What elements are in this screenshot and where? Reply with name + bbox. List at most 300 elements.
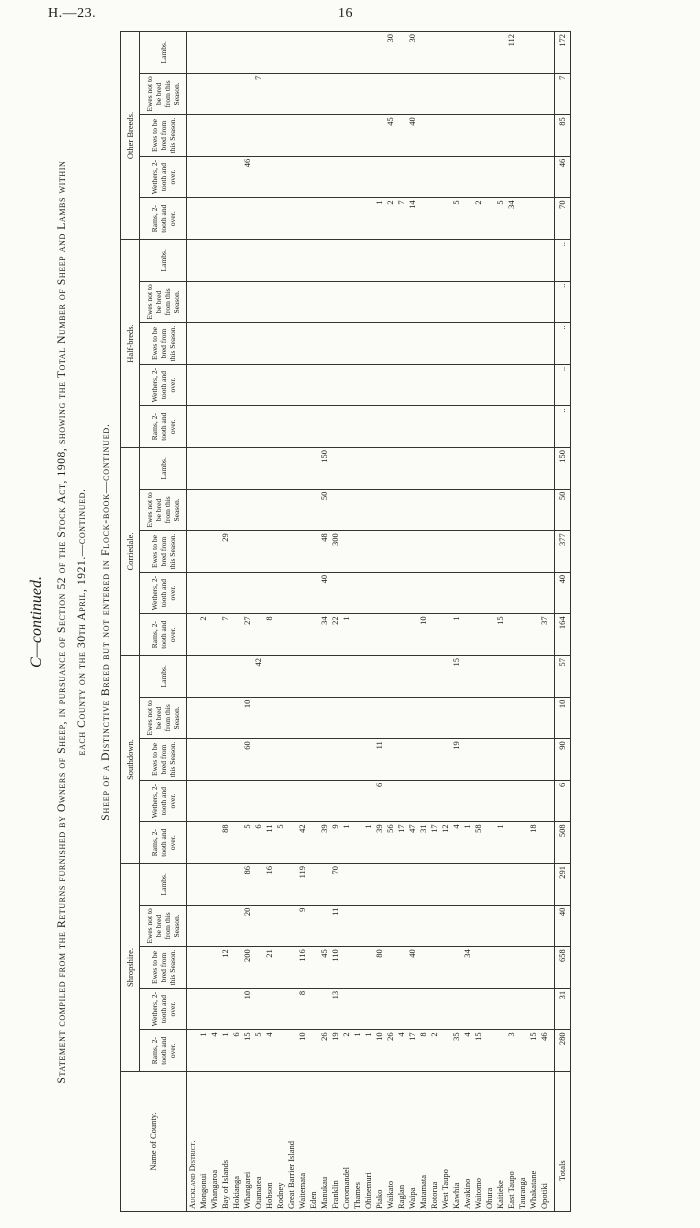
cell-value: 10 (297, 1030, 308, 1072)
cell-value (517, 822, 528, 864)
cell-value (451, 489, 462, 531)
cell-value (275, 1030, 286, 1072)
cell-value (220, 988, 231, 1030)
cell-value (319, 697, 330, 739)
cell-value (539, 905, 550, 947)
cell-value: 18 (528, 822, 539, 864)
cell-value (308, 531, 319, 573)
cell-value: 40 (407, 115, 418, 157)
cell-value (429, 239, 440, 281)
cell-value: 2 (341, 1030, 352, 1072)
cell-value (429, 115, 440, 157)
cell-value (220, 156, 231, 198)
cell-value (308, 1030, 319, 1072)
cell-value (275, 31, 286, 73)
cell-value (253, 947, 264, 989)
cell-value (539, 489, 550, 531)
cell-value (418, 115, 429, 157)
cell-value (341, 905, 352, 947)
cell-value: 4 (396, 1030, 407, 1072)
cell-value: 26 (319, 1030, 330, 1072)
cell-value (308, 988, 319, 1030)
cell-value: 40 (319, 572, 330, 614)
cell-value (330, 780, 341, 822)
cell-value (363, 239, 374, 281)
cell-value (506, 905, 517, 947)
cell-value (484, 822, 495, 864)
cell-value (451, 115, 462, 157)
cell-value: 3 (506, 1030, 517, 1072)
cell-value (451, 572, 462, 614)
cell-value (473, 988, 484, 1030)
cell-value (275, 656, 286, 698)
cell-value (429, 406, 440, 448)
cell-value (539, 656, 550, 698)
header-sub-1-0: Rams, 2-tooth and over. (140, 822, 187, 864)
cell-value (374, 448, 385, 490)
total-value: 658 (555, 947, 571, 989)
cell-value (352, 281, 363, 323)
table-row (319, 31, 330, 1211)
cell-value: 1 (352, 1030, 363, 1072)
cell-value (407, 656, 418, 698)
cell-value (286, 406, 297, 448)
cell-value (484, 281, 495, 323)
cell-value: 80 (374, 947, 385, 989)
cell-value (385, 448, 396, 490)
cell-value (429, 947, 440, 989)
cell-value: 29 (220, 531, 231, 573)
cell-value (396, 73, 407, 115)
cell-value (264, 323, 275, 365)
cell-value (473, 73, 484, 115)
cell-value (484, 697, 495, 739)
cell-value: 1 (341, 614, 352, 656)
cell-value (374, 489, 385, 531)
cell-value (418, 697, 429, 739)
cell-value: 15 (451, 656, 462, 698)
header-sub-0-3: Ewes not to be bred from this Season. (140, 905, 187, 947)
cell-value (264, 73, 275, 115)
header-group-4: Other Breeds. (121, 31, 140, 239)
cell-value (297, 780, 308, 822)
cell-value (275, 988, 286, 1030)
cell-value (451, 780, 462, 822)
cell-value (506, 115, 517, 157)
cell-value (319, 739, 330, 781)
cell-value (231, 281, 242, 323)
cell-value (341, 239, 352, 281)
total-value: 40 (555, 905, 571, 947)
cell-value (308, 115, 319, 157)
cell-value: 39 (319, 822, 330, 864)
header-sub-2-0: Rams, 2-tooth and over. (140, 614, 187, 656)
cell-value (352, 115, 363, 157)
cell-value (451, 988, 462, 1030)
cell-value (297, 364, 308, 406)
cell-value (308, 73, 319, 115)
cell-value (308, 697, 319, 739)
cell-value (473, 780, 484, 822)
cell-value: 2 (429, 1030, 440, 1072)
cell-value (209, 31, 220, 73)
county-name: Whakatane (528, 1072, 539, 1212)
cell-value: 40 (407, 947, 418, 989)
header-sub-0-0: Rams, 2-tooth and over. (140, 1030, 187, 1072)
cell-value (385, 780, 396, 822)
cell-value (231, 115, 242, 157)
header-sub-4-1: Wethers, 2-tooth and over. (140, 156, 187, 198)
cell-value (209, 656, 220, 698)
cell-value (209, 863, 220, 905)
cell-value (319, 115, 330, 157)
cell-value (198, 822, 209, 864)
cell-value (407, 281, 418, 323)
cell-value (209, 73, 220, 115)
cell-value (286, 656, 297, 698)
cell-value (374, 239, 385, 281)
cell-value (341, 572, 352, 614)
cell-value (363, 739, 374, 781)
county-name: Waitomo (473, 1072, 484, 1212)
cell-value (440, 239, 451, 281)
cell-value (539, 239, 550, 281)
cell-value (198, 988, 209, 1030)
table-row (407, 31, 418, 1211)
cell-value: 1 (220, 1030, 231, 1072)
cell-value (220, 73, 231, 115)
cell-value: 4 (462, 1030, 473, 1072)
cell-value (253, 489, 264, 531)
cell-value (198, 780, 209, 822)
cell-value (286, 115, 297, 157)
cell-value (363, 406, 374, 448)
cell-value (418, 988, 429, 1030)
county-name: Whangaroa (209, 1072, 220, 1212)
section-heading: Sheep of a Distinctive Breed but not entered in Flock-book—continued. (100, 423, 112, 821)
cell-value (352, 364, 363, 406)
cell-value: 11 (264, 822, 275, 864)
cell-value (484, 614, 495, 656)
cell-value (330, 656, 341, 698)
cell-value (242, 364, 253, 406)
cell-value (253, 739, 264, 781)
cell-value (440, 988, 451, 1030)
cell-value (418, 31, 429, 73)
cell-value (363, 531, 374, 573)
header-sub-4-2: Ewes to be bred from this Season. (140, 115, 187, 157)
cell-value: 11 (330, 905, 341, 947)
cell-value (275, 156, 286, 198)
cell-value (462, 198, 473, 240)
cell-value (484, 115, 495, 157)
cell-value (352, 656, 363, 698)
cell-value (374, 73, 385, 115)
cell-value (352, 780, 363, 822)
cell-value (297, 281, 308, 323)
cell-value (231, 364, 242, 406)
cell-value (297, 198, 308, 240)
cell-value (440, 31, 451, 73)
cell-value (297, 739, 308, 781)
cell-value (539, 281, 550, 323)
cell-value (418, 406, 429, 448)
cell-value: 19 (451, 739, 462, 781)
cell-value (319, 988, 330, 1030)
cell-value (297, 656, 308, 698)
cell-value (517, 489, 528, 531)
cell-value (330, 281, 341, 323)
total-value: 280 (555, 1030, 571, 1072)
cell-value (286, 156, 297, 198)
cell-value (308, 31, 319, 73)
cell-value (253, 156, 264, 198)
cell-value: 6 (231, 1030, 242, 1072)
cell-value (506, 572, 517, 614)
header-group-1: Southdown. (121, 656, 140, 864)
cell-value (286, 1030, 297, 1072)
cell-value (528, 448, 539, 490)
cell-value (198, 448, 209, 490)
cell-value (385, 156, 396, 198)
cell-value (429, 905, 440, 947)
cell-value (275, 73, 286, 115)
cell-value (517, 31, 528, 73)
cell-value: 17 (396, 822, 407, 864)
county-name: Hobson (264, 1072, 275, 1212)
cell-value (539, 198, 550, 240)
cell-value (297, 448, 308, 490)
cell-value (220, 656, 231, 698)
cell-value (209, 448, 220, 490)
cell-value (286, 905, 297, 947)
cell-value (330, 198, 341, 240)
cell-value (253, 572, 264, 614)
cell-value (242, 780, 253, 822)
cell-value (484, 863, 495, 905)
cell-value (539, 156, 550, 198)
cell-value (319, 198, 330, 240)
cell-value (451, 863, 462, 905)
cell-value (209, 323, 220, 365)
cell-value (319, 780, 330, 822)
cell-value (231, 572, 242, 614)
total-value: 50 (555, 489, 571, 531)
cell-value (385, 73, 396, 115)
cell-value (517, 572, 528, 614)
cell-value (242, 198, 253, 240)
cell-value (220, 364, 231, 406)
cell-value (473, 739, 484, 781)
cell-value (539, 697, 550, 739)
cell-value: 15 (528, 1030, 539, 1072)
cell-value (440, 947, 451, 989)
cell-value (495, 656, 506, 698)
cell-value (517, 988, 528, 1030)
cell-value (517, 323, 528, 365)
cell-value (495, 572, 506, 614)
cell-value (297, 489, 308, 531)
cell-value (198, 947, 209, 989)
cell-value (418, 905, 429, 947)
cell-value (462, 572, 473, 614)
cell-value (517, 448, 528, 490)
cell-value (352, 863, 363, 905)
cell-value: 11 (374, 739, 385, 781)
cell-value (484, 988, 495, 1030)
cell-value (495, 697, 506, 739)
cell-value (440, 489, 451, 531)
cell-value (418, 656, 429, 698)
cell-value (440, 156, 451, 198)
cell-value: 1 (374, 198, 385, 240)
cell-value (231, 739, 242, 781)
cell-value (462, 115, 473, 157)
cell-value (418, 531, 429, 573)
cell-value (440, 905, 451, 947)
cell-value (253, 780, 264, 822)
cell-value: 4 (451, 822, 462, 864)
cell-value (462, 323, 473, 365)
cell-value: 5 (495, 198, 506, 240)
cell-value (440, 614, 451, 656)
cell-value (396, 31, 407, 73)
cell-value (539, 406, 550, 448)
cell-value (462, 656, 473, 698)
cell-value: 1 (198, 1030, 209, 1072)
cell-value (451, 31, 462, 73)
cell-value (198, 323, 209, 365)
cell-value (319, 905, 330, 947)
cell-value (495, 780, 506, 822)
cell-value (264, 115, 275, 157)
cell-value (517, 614, 528, 656)
cell-value (528, 406, 539, 448)
cell-value (528, 947, 539, 989)
cell-value (517, 863, 528, 905)
cell-value (440, 863, 451, 905)
cell-value (319, 863, 330, 905)
cell-value (220, 697, 231, 739)
cell-value (363, 697, 374, 739)
cell-value (352, 947, 363, 989)
cell-value: 34 (319, 614, 330, 656)
cell-value (451, 697, 462, 739)
cell-value (308, 364, 319, 406)
cell-value (429, 780, 440, 822)
cell-value (396, 364, 407, 406)
cell-value (352, 822, 363, 864)
cell-value (517, 239, 528, 281)
cell-value (462, 614, 473, 656)
cell-value (506, 531, 517, 573)
cell-value (506, 863, 517, 905)
table-row (484, 31, 495, 1211)
cell-value (264, 281, 275, 323)
cell-value (286, 323, 297, 365)
cell-value (528, 198, 539, 240)
header-county-name: Name of County. (121, 1072, 187, 1212)
cell-value (528, 656, 539, 698)
cell-value (253, 448, 264, 490)
cell-value (363, 323, 374, 365)
cell-value (440, 406, 451, 448)
cell-value (286, 281, 297, 323)
cell-value: 13 (330, 988, 341, 1030)
cell-value (484, 239, 495, 281)
cell-value (429, 73, 440, 115)
cell-value (473, 489, 484, 531)
cell-value (352, 697, 363, 739)
page-number: 16 (338, 6, 353, 21)
cell-value (385, 697, 396, 739)
cell-value (253, 531, 264, 573)
header-sub-3-4: Lambs. (140, 239, 187, 281)
county-name: Piako (374, 1072, 385, 1212)
cell-value (528, 780, 539, 822)
cell-value (462, 364, 473, 406)
total-value: 508 (555, 822, 571, 864)
cell-value (286, 73, 297, 115)
cell-value (517, 156, 528, 198)
cell-value (330, 156, 341, 198)
cell-value (495, 156, 506, 198)
cell-value: 26 (385, 1030, 396, 1072)
cell-value (462, 156, 473, 198)
cell-value (429, 281, 440, 323)
county-name: Awakino (462, 1072, 473, 1212)
cell-value (341, 115, 352, 157)
total-value: 291 (555, 863, 571, 905)
cell-value (209, 115, 220, 157)
cell-value (308, 572, 319, 614)
cell-value (330, 364, 341, 406)
cell-value (429, 198, 440, 240)
cell-value (209, 239, 220, 281)
cell-value (539, 73, 550, 115)
cell-value (341, 489, 352, 531)
cell-value (308, 448, 319, 490)
table-row (341, 31, 352, 1211)
cell-value (385, 863, 396, 905)
cell-value (429, 572, 440, 614)
cell-value (275, 531, 286, 573)
cell-value (506, 73, 517, 115)
cell-value (440, 572, 451, 614)
cell-value (275, 739, 286, 781)
cell-value: 9 (330, 822, 341, 864)
cell-value (506, 323, 517, 365)
cell-value (308, 656, 319, 698)
cell-value: 110 (330, 947, 341, 989)
cell-value (198, 73, 209, 115)
cell-value (253, 31, 264, 73)
cell-value (242, 448, 253, 490)
cell-value (539, 115, 550, 157)
header-group-3: Half-breds. (121, 239, 140, 447)
cell-value (418, 198, 429, 240)
cell-value (407, 780, 418, 822)
cell-value (484, 364, 495, 406)
cell-value (363, 489, 374, 531)
cell-value (484, 406, 495, 448)
cell-value (462, 239, 473, 281)
cell-value (495, 281, 506, 323)
cell-value (418, 863, 429, 905)
cell-value (374, 614, 385, 656)
county-name: Opotiki (539, 1072, 550, 1212)
header-sub-2-1: Wethers, 2-tooth and over. (140, 572, 187, 614)
